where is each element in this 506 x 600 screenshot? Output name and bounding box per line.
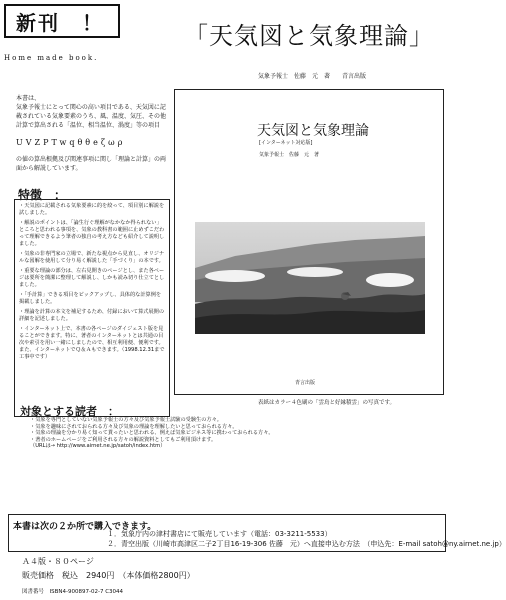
feature-item: ・理論を計算の本文を補足するため、付録において算式展開の詳細を記述しました。	[19, 309, 165, 322]
purchase-box	[8, 514, 506, 552]
reader-item: ・気象の理論を分かり易く知って貰ったいと思われる、例えば気象ビジネス等に携わっておられる方々。	[30, 430, 274, 436]
intro-body-2: の値の算出根拠及び関連事項に関し「理論と計算」の両面から解説しています。	[16, 156, 167, 172]
author-line: 気象予報士 佐藤 元 著 青言出版	[258, 73, 367, 80]
feature-item: ・気象の非専門家の立場で、新たな視点から見直し、オリジナルな図解を使用して分り易く解説した「手づくり」の本です。	[19, 251, 165, 264]
book-spec: Ａ４版・８０ページ	[22, 557, 94, 566]
feature-item: ・重要な理論の部分は、左右見開きのページとし、また各ページは要所を簡潔に整理して解説し、しかも読み切り仕立てとしました。	[19, 268, 165, 288]
feature-item: ・解説のポイントは、「論生行ぐ理解がなかなか得られない」ところと思われる事項を、気象の教科書の範囲に止めずこだわって理解できるよう筆者の独自の考え方なども紹介して説明しました。	[19, 220, 165, 247]
book-cover-publisher: 青言出版	[295, 380, 316, 386]
readers-heading: 対象とする読者 ：	[20, 405, 119, 418]
intro-heading: 本書は、	[16, 95, 41, 102]
cover-caption: 表紙はカラー４色刷の「雲鳥と好縁積雲」の写真です。	[258, 400, 396, 406]
reader-url[interactable]: （URLは→ http://www.airnet.ne.jp/satoh/index.htm）	[30, 443, 166, 449]
feature-item: ・「手計算」できる項目をピックアップし、具体的な計算例を掲載しました。	[19, 292, 162, 305]
feature-item: ・天気図に記載される気象要素に的を絞って、項目別に解説を試しました。	[19, 203, 165, 216]
purchase-option-direct: ２．青空出版（川崎市高津区二子2丁目16-19-306 佐藤 元）へ直接申込む方法 （申込先：E-mail satoh@ny.airnet.ne.jp）	[107, 540, 506, 548]
reader-item: ・気象を趣味にされておられる方々及び気象の理論を理解したいと思っておられる方々。	[30, 423, 238, 430]
reader-item: ・気象を専門としていない気象予報士の方々及び気象予報士試験の受験生の方々。	[30, 417, 222, 423]
intro-body: 気象予報士にとって関心の高い項目である、天気図に記載されている気象要素のうち、風、温度、気圧、その他計算で算出される「温位、相当温位、渦度」等の項目	[16, 104, 167, 129]
purchase-option-store: １．気象庁内の津村書店にて販売しています（電話：03-3211-5533）	[107, 530, 332, 538]
book-isbn: 図書番号 ISBN4-900897-02-7 C3044	[22, 589, 124, 595]
book-cover-title: 天気図と気象理論	[257, 123, 369, 139]
page-title: 「天気図と気象理論」	[184, 22, 434, 50]
symbol-list: UVZPTwqθθeζωρ	[16, 138, 126, 147]
book-price: 販売価格 税込 2940円 （本体価格2800円）	[22, 571, 195, 580]
new-release-badge: 新刊 ！	[4, 4, 120, 38]
feature-item: ・インターネット上で、本書の各ページのダイジェスト版を見ることができます。特に、著者のインターネットとは共通の目次や索引を用い一緒にしましたので、相互利用便、便利です。また、インターネットでＱ＆Ａもできます。（1998.12.31まで工事中です）	[19, 326, 165, 360]
cover-mountain-photo	[195, 222, 425, 334]
book-cover-author: 気象予報士 佐藤 元 著	[259, 152, 320, 158]
book-cover	[174, 89, 444, 395]
home-made-label: Home made book.	[4, 54, 99, 62]
readers-list	[30, 417, 442, 450]
features-heading: 特徴 ：	[18, 188, 67, 202]
intro-text	[16, 94, 170, 130]
book-cover-subtitle: [インターネット対応版]	[259, 140, 313, 146]
reader-item: ・著者のホームページをご利用される方々の解説資料としてもご利用頂けます。	[30, 436, 217, 443]
features-box	[14, 199, 170, 417]
purchase-heading: 本書は次の２か所で購入できます。	[13, 522, 157, 532]
